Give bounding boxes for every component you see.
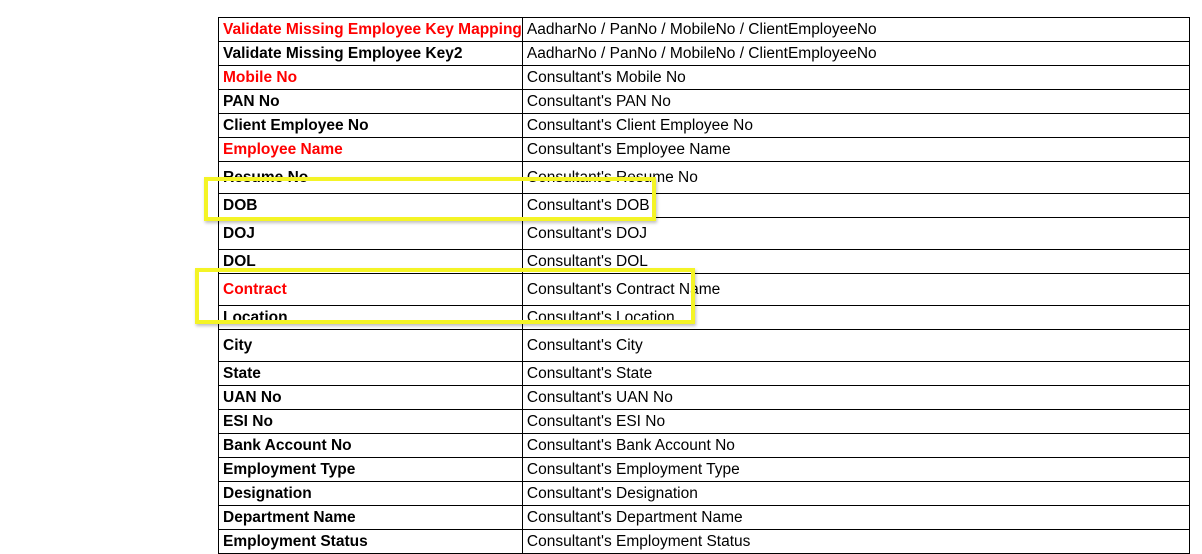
field-description-cell: AadharNo / PanNo / MobileNo / ClientEmployeeNo [522, 18, 1189, 42]
field-description-cell: Consultant's Employee Name [522, 138, 1189, 162]
field-description-cell: Consultant's Employment Status [522, 530, 1189, 554]
field-description-cell: Consultant's UAN No [522, 386, 1189, 410]
table-row [219, 162, 1190, 194]
field-name-cell: Client Employee No [219, 114, 523, 138]
field-name-cell: Employment Status [219, 530, 523, 554]
table-row [219, 250, 1190, 274]
field-name-cell: Validate Missing Employee Key Mapping [219, 18, 523, 42]
field-description-cell: Consultant's Department Name [522, 506, 1189, 530]
field-description-cell: Consultant's Contract Name [522, 274, 1189, 306]
field-name-cell: Employment Type [219, 458, 523, 482]
field-name-cell: Resume No [219, 162, 523, 194]
field-description-cell: Consultant's State [522, 362, 1189, 386]
field-mapping-table [218, 17, 1190, 554]
table-row [219, 42, 1190, 66]
field-name-cell: Designation [219, 482, 523, 506]
field-description-cell: Consultant's ESI No [522, 410, 1189, 434]
field-description-cell: Consultant's DOL [522, 250, 1189, 274]
field-name-cell: Location [219, 306, 523, 330]
table-row [219, 482, 1190, 506]
table-row [219, 386, 1190, 410]
field-description-cell: Consultant's City [522, 330, 1189, 362]
field-name-cell: DOJ [219, 218, 523, 250]
field-name-cell: Mobile No [219, 66, 523, 90]
field-description-cell: Consultant's DOB [522, 194, 1189, 218]
field-name-cell: Validate Missing Employee Key2 [219, 42, 523, 66]
field-mapping-table-body [219, 18, 1190, 554]
table-row [219, 138, 1190, 162]
field-name-cell: DOB [219, 194, 523, 218]
table-row [219, 114, 1190, 138]
table-row [219, 90, 1190, 114]
field-name-cell: Bank Account No [219, 434, 523, 458]
table-row [219, 66, 1190, 90]
table-row [219, 330, 1190, 362]
table-row [219, 306, 1190, 330]
table-row [219, 506, 1190, 530]
field-name-cell: Employee Name [219, 138, 523, 162]
table-row [219, 410, 1190, 434]
field-name-cell: PAN No [219, 90, 523, 114]
table-row [219, 530, 1190, 554]
field-description-cell: Consultant's DOJ [522, 218, 1189, 250]
table-row [219, 434, 1190, 458]
table-row [219, 458, 1190, 482]
table-row [219, 218, 1190, 250]
field-description-cell: Consultant's PAN No [522, 90, 1189, 114]
field-description-cell: Consultant's Client Employee No [522, 114, 1189, 138]
field-name-cell: UAN No [219, 386, 523, 410]
field-name-cell: DOL [219, 250, 523, 274]
field-name-cell: Contract [219, 274, 523, 306]
field-description-cell: AadharNo / PanNo / MobileNo / ClientEmployeeNo [522, 42, 1189, 66]
table-row [219, 194, 1190, 218]
table-row [219, 274, 1190, 306]
table-row [219, 362, 1190, 386]
field-name-cell: State [219, 362, 523, 386]
field-name-cell: Department Name [219, 506, 523, 530]
field-description-cell: Consultant's Resume No [522, 162, 1189, 194]
table-row [219, 18, 1190, 42]
field-name-cell: City [219, 330, 523, 362]
field-description-cell: Consultant's Location [522, 306, 1189, 330]
field-description-cell: Consultant's Bank Account No [522, 434, 1189, 458]
field-description-cell: Consultant's Mobile No [522, 66, 1189, 90]
field-name-cell: ESI No [219, 410, 523, 434]
field-description-cell: Consultant's Designation [522, 482, 1189, 506]
field-description-cell: Consultant's Employment Type [522, 458, 1189, 482]
